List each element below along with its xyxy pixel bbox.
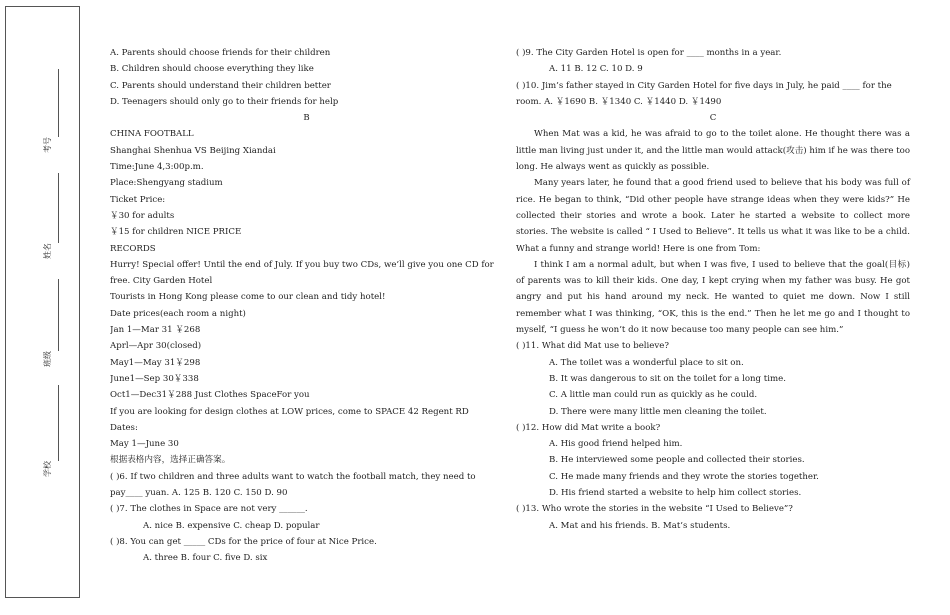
exam-number-line: [58, 69, 59, 137]
question-7: ( )7. The clothes in Space are not very ______.: [110, 504, 308, 515]
option-line: D. Teenagers should only go to their friends for help: [110, 96, 339, 107]
ad-line: Oct1—Dec31￥288 Just Clothes SpaceFor you: [110, 390, 310, 401]
ad-line: CHINA FOOTBALL: [110, 129, 194, 140]
question-11-option: D. There were many little men cleaning the toilet.: [549, 406, 767, 417]
ad-line: ￥30 for adults: [110, 210, 175, 221]
ad-line: Tourists in Hong Kong please come to our clean and tidy hotel!: [110, 292, 386, 303]
ad-line: ￥15 for children NICE PRICE: [110, 227, 242, 238]
question-12-option: A. His good friend helped him.: [549, 439, 683, 450]
exam-number-label: 考号: [43, 137, 52, 153]
passage-paragraph-1: When Mat was a kid, he was afraid to go to the toilet alone. He thought there was a little man living just under it, and the little man would attack(攻击) him if he was there too long. He always went as quickly as possible.: [516, 129, 910, 173]
ad-paragraph: Hurry! Special offer! Until the end of July. If you buy two CDs, we’ll give you one CD for free. City Garden Hotel: [110, 259, 494, 287]
question-8: ( )8. You can get _____ CDs for the price of four at Nice Price.: [110, 536, 377, 547]
school-label: 学校: [43, 461, 52, 477]
ad-line: Place:Shengyang stadium: [110, 178, 223, 189]
ad-line: Shanghai Shenhua VS Beijing Xiandai: [110, 145, 276, 156]
ad-line: Date prices(each room a night): [110, 308, 246, 319]
question-13: ( )13. Who wrote the stories in the website “I Used to Believe”?: [516, 504, 793, 515]
section-b-heading: B: [303, 113, 310, 124]
ad-line: May1—May 31￥298: [110, 357, 201, 368]
ad-line: Jan 1—Mar 31 ￥268: [110, 325, 201, 336]
ad-line: If you are looking for design clothes at LOW prices, come to SPACE 42 Regent RD: [110, 406, 469, 417]
question-12-option: C. He made many friends and they wrote the stories together.: [549, 471, 819, 482]
name-line: [58, 173, 59, 243]
class-line: [58, 279, 59, 351]
ad-line: May 1—June 30: [110, 439, 179, 450]
question-12: ( )12. How did Mat write a book?: [516, 422, 661, 433]
question-9: ( )9. The City Garden Hotel is open for ____ months in a year.: [516, 48, 782, 58]
left-column: [110, 45, 503, 567]
question-13-options: A. Mat and his friends. B. Mat’s students.: [549, 520, 731, 531]
question-9-options: A. 11 B. 12 C. 10 D. 9: [549, 64, 643, 75]
right-column: [516, 45, 910, 534]
section-c-heading: C: [709, 113, 717, 124]
school-line: [58, 385, 59, 461]
question-11-option: B. It was dangerous to sit on the toilet for a long time.: [549, 373, 786, 384]
instructions: 根据表格内容，选择正确答案。: [110, 455, 231, 466]
question-12-option: D. His friend started a website to help him collect stories.: [549, 488, 802, 499]
question-8-options: A. three B. four C. five D. six: [143, 553, 268, 564]
question-11: ( )11. What did Mat use to believe?: [516, 341, 669, 352]
name-label: 姓名: [43, 243, 52, 259]
option-line: A. Parents should choose friends for their children: [110, 48, 331, 58]
ad-line: Aprl—Apr 30(closed): [110, 341, 202, 352]
question-6: ( )6. If two children and three adults want to watch the football match, they need to pay____ yuan. A. 125 B. 120 C. 150 D. 90: [110, 471, 476, 499]
question-11-option: A. The toilet was a wonderful place to sit on.: [549, 357, 744, 368]
passage-paragraph-3: I think I am a normal adult, but when I was five, I used to believe that the goal(目标) of parents was to kill their kids. One day, I kept crying when my father was busy. He got angry and put his hand around my neck. He wanted to quiet me down. Now I still remember what I was thinking, “OK, this is the end.” Then he let me go and I thought to myself, “I guess he won’t do it now because too many people can see him.”: [516, 259, 910, 336]
ad-line: Ticket Price:: [110, 194, 166, 205]
question-12-option: B. He interviewed some people and collected their stories.: [549, 455, 805, 466]
question-10: ( )10. Jim’s father stayed in City Garden Hotel for five days in July, he paid ____ for the room. A. ￥1690 B. ￥1340 C. ￥1440 D. ￥1490: [516, 80, 892, 107]
question-7-options: A. nice B. expensive C. cheap D. popular: [143, 520, 320, 531]
ad-line: Dates:: [110, 422, 138, 433]
option-line: C. Parents should understand their children better: [110, 80, 331, 91]
ad-line: Time:June 4,3:00p.m.: [110, 162, 204, 173]
binding-margin: [5, 6, 80, 598]
option-line: B. Children should choose everything they like: [110, 64, 314, 75]
question-11-option: C. A little man could run as quickly as he could.: [549, 390, 758, 401]
ad-line: RECORDS: [110, 243, 156, 254]
class-label: 班级: [43, 351, 52, 367]
passage-paragraph-2: Many years later, he found that a good friend used to believe that his body was full of rice. He began to think, “Did other people have strange ideas when they were kids?” He collected their stories and wrote a book. Later he started a website to collect more stories. The website is called “ I Used to Believe”. It tells us what it was like to be a child. What a funny and strange world! Here is one from Tom:: [516, 178, 910, 254]
ad-line: June1—Sep 30￥338: [110, 373, 199, 384]
